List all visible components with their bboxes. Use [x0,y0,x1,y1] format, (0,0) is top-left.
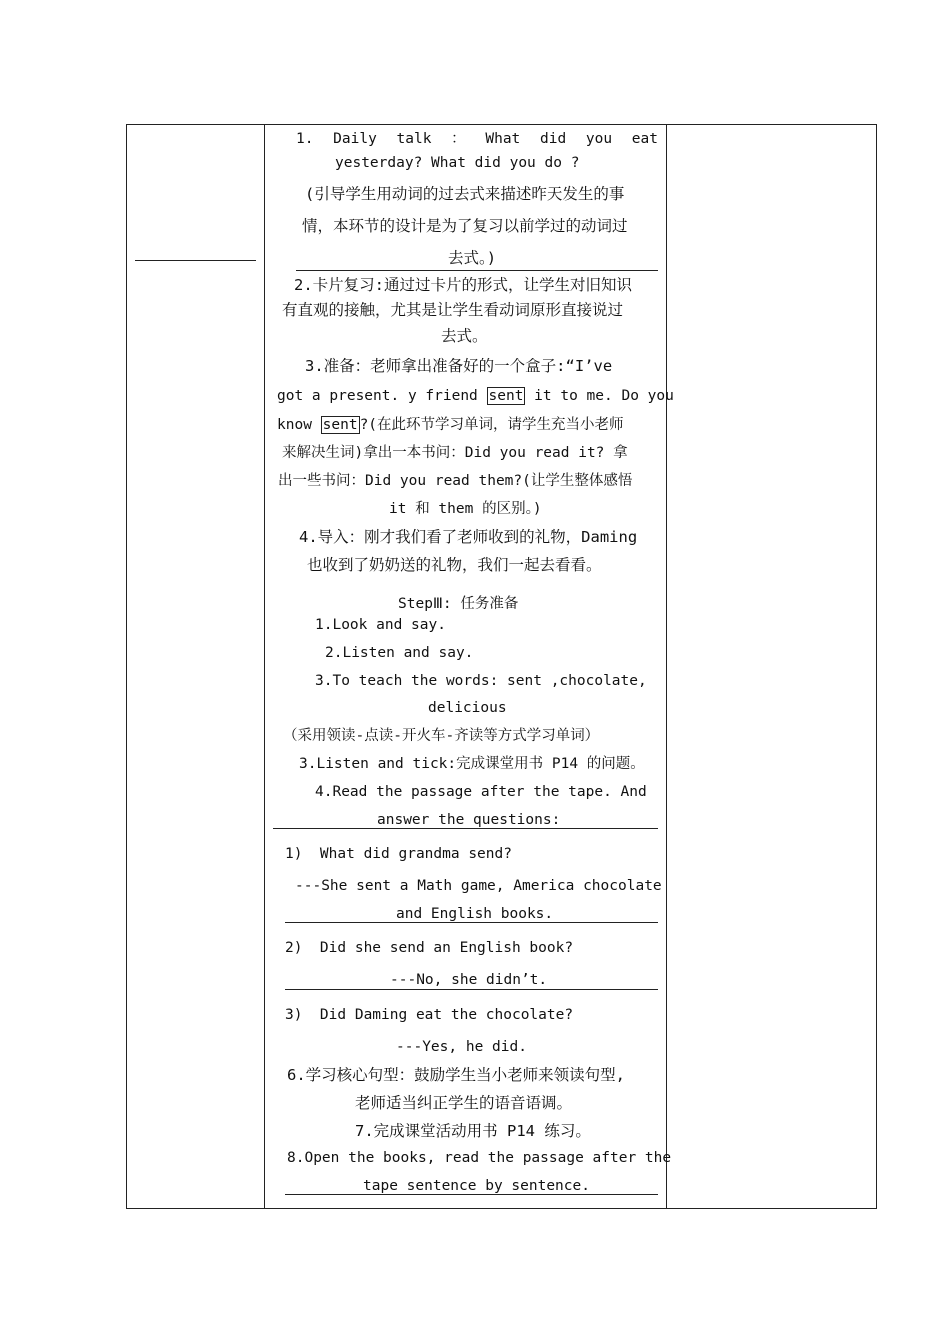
read-along-2: tape sentence by sentence. [363,1178,590,1194]
prep-line-2: got a present. y friend sent it to me. Do you [277,388,674,404]
word: you [585,131,613,147]
word: eat [631,131,658,147]
answer-3: ---Yes, he did. [396,1039,527,1055]
step3-item-5b: answer the questions: [377,812,561,828]
step3-item-3b: delicious [428,700,507,716]
card-review-1: 2.卡片复习:通过过卡片的形式，让学生对旧知识 [294,276,632,294]
table-bottom-border [126,1208,877,1209]
step3-item-5: 4.Read the passage after the tape. And [315,784,647,800]
daily-talk-line-2: yesterday? What did you do ? [335,155,580,171]
step3-item-2: 2.Listen and say. [325,645,474,661]
step3-item-4: 3.Listen and tick:完成课堂用书 P14 的问题。 [299,756,645,772]
word: ： [451,131,466,147]
step3-item-3: 3.To teach the words: sent ,chocolate, [315,673,647,689]
left-column-blank-line [135,260,256,261]
prep-line-5: 出一些书问：Did you read them?(让学生整体感悟 [278,473,633,489]
question-3: 3) Did Daming eat the chocolate? [285,1007,574,1023]
column-divider-2 [666,124,667,1209]
table-top-border [126,124,877,125]
divider [285,989,658,990]
core-pattern-2: 老师适当纠正学生的语音语调。 [355,1094,573,1112]
step3-item-1: 1.Look and say. [315,617,446,633]
boxed-word-sent: sent [488,388,524,404]
practice: 7.完成课堂活动用书 P14 练习。 [355,1122,591,1140]
step3-heading: StepⅢ: 任务准备 [398,596,519,612]
lead-in-1: 4.导入：刚才我们看了老师收到的礼物，Daming [299,528,638,546]
word: 1. [296,131,314,147]
word: did [539,131,567,147]
prep-line-4: 来解决生词)拿出一本书问：Did you read it? 拿 [282,445,628,461]
step3-note: （采用领读-点读-开火车-齐读等方式学习单词） [283,728,600,744]
question-1: 1) What did grandma send? [285,846,512,862]
answer-2: ---No, she didn’t. [390,972,548,988]
read-along-1: 8.Open the books, read the passage after the [287,1150,672,1166]
boxed-word-sent: sent [322,417,358,433]
divider [285,922,658,923]
daily-talk-note-1: (引导学生用动词的过去式来描述昨天发生的事 [305,185,625,203]
question-2: 2) Did she send an English book? [285,940,574,956]
card-review-2: 有直观的接触，尤其是让学生看动词原形直接说过 [282,301,624,319]
prep-line-6: it 和 them 的区别。) [389,501,542,517]
divider [285,1194,658,1195]
daily-talk-note-3: 去式。) [448,249,497,267]
daily-talk-line [296,129,658,149]
word: talk [396,131,432,147]
column-divider-1 [264,124,265,1209]
prep-line-1: 3.准备：老师拿出准备好的一个盒子:“I’ve [305,357,613,375]
card-review-3: 去式。 [441,327,488,345]
core-pattern-1: 6.学习核心句型：鼓励学生当小老师来领读句型, [287,1066,625,1084]
table-right-border [876,124,877,1209]
daily-talk-note-2: 情，本环节的设计是为了复习以前学过的动词过 [302,217,628,235]
word: What [485,131,521,147]
table-left-border [126,124,127,1209]
word: Daily [333,131,377,147]
lead-in-2: 也收到了奶奶送的礼物，我们一起去看看。 [307,556,602,574]
divider [296,270,658,271]
prep-line-3: know sent ?(在此环节学习单词，请学生充当小老师 [277,417,624,433]
answer-1: ---She sent a Math game, America chocolate [295,878,662,894]
divider [273,828,658,829]
answer-1b: and English books. [396,906,554,922]
